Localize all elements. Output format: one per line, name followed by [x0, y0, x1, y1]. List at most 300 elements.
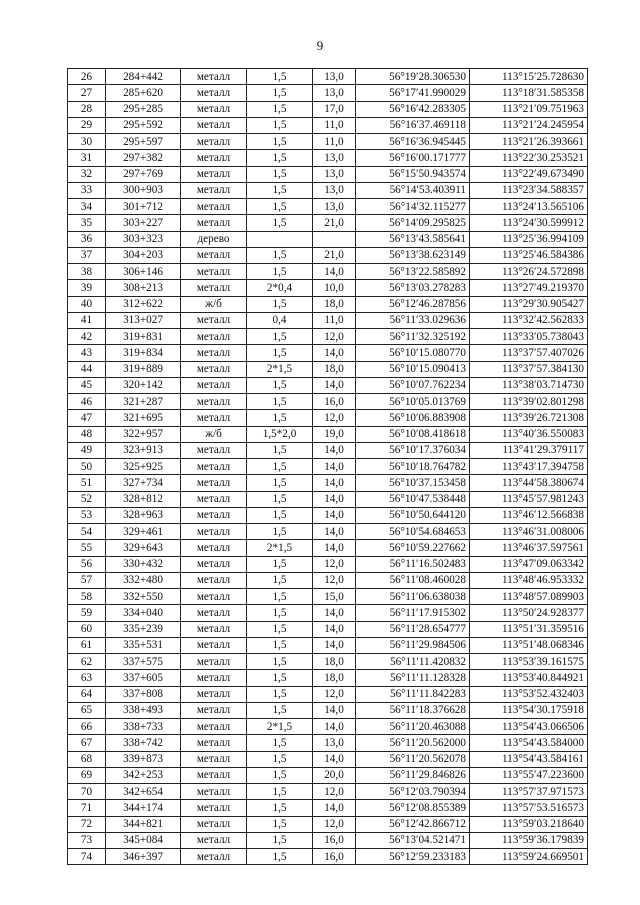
cell-longitude: 113°26′24.572898: [470, 264, 588, 280]
table-row: [68, 69, 588, 85]
cell-length: 14,0: [313, 605, 356, 621]
cell-length: 14,0: [313, 800, 356, 816]
cell-row-number: 37: [68, 247, 106, 263]
cell-latitude: 56°11′17.915302: [356, 605, 470, 621]
cell-longitude: 113°54′43.584161: [470, 751, 588, 767]
cell-material: металл: [181, 491, 247, 507]
cell-diameter: 1,5: [247, 475, 313, 491]
cell-picket: 345+084: [106, 832, 181, 848]
cell-row-number: 42: [68, 329, 106, 345]
cell-longitude: 113°57′53.516573: [470, 800, 588, 816]
cell-material: металл: [181, 572, 247, 588]
table-row: [68, 459, 588, 475]
cell-longitude: 113°44′58.380674: [470, 475, 588, 491]
cell-latitude: 56°10′59.227662: [356, 540, 470, 556]
cell-length: 14,0: [313, 702, 356, 718]
cell-row-number: 52: [68, 491, 106, 507]
table-row: [68, 85, 588, 101]
cell-latitude: 56°10′08.418618: [356, 426, 470, 442]
cell-material: металл: [181, 767, 247, 783]
table-row: [68, 637, 588, 653]
table-row: [68, 654, 588, 670]
cell-material: металл: [181, 702, 247, 718]
cell-diameter: 2*1,5: [247, 719, 313, 735]
cell-longitude: 113°32′42.562833: [470, 312, 588, 328]
cell-picket: 335+531: [106, 637, 181, 653]
cell-diameter: 1,5: [247, 166, 313, 182]
table-row: [68, 800, 588, 816]
table-row: [68, 442, 588, 458]
cell-row-number: 39: [68, 280, 106, 296]
cell-diameter: 1,5: [247, 507, 313, 523]
table-row: [68, 166, 588, 182]
cell-longitude: 113°21′26.393661: [470, 134, 588, 150]
cell-picket: 320+142: [106, 377, 181, 393]
table-row: [68, 735, 588, 751]
cell-row-number: 68: [68, 751, 106, 767]
cell-row-number: 55: [68, 540, 106, 556]
cell-diameter: 0,4: [247, 312, 313, 328]
cell-material: металл: [181, 134, 247, 150]
cell-longitude: 113°22′30.253521: [470, 150, 588, 166]
cell-longitude: 113°46′31.008006: [470, 524, 588, 540]
cell-longitude: 113°39′02.801298: [470, 394, 588, 410]
cell-length: 20,0: [313, 767, 356, 783]
cell-length: 11,0: [313, 117, 356, 133]
table-row: [68, 702, 588, 718]
cell-picket: 297+769: [106, 166, 181, 182]
cell-diameter: 1,5: [247, 735, 313, 751]
cell-latitude: 56°11′29.846826: [356, 767, 470, 783]
cell-longitude: 113°18′31.585358: [470, 85, 588, 101]
cell-picket: 346+397: [106, 849, 181, 865]
cell-material: металл: [181, 166, 247, 182]
cell-picket: 295+285: [106, 101, 181, 117]
cell-material: металл: [181, 637, 247, 653]
cell-material: металл: [181, 442, 247, 458]
cell-row-number: 61: [68, 637, 106, 653]
cell-length: 16,0: [313, 832, 356, 848]
cell-longitude: 113°37′57.407026: [470, 345, 588, 361]
cell-longitude: 113°53′39.161575: [470, 654, 588, 670]
cell-length: 13,0: [313, 150, 356, 166]
cell-diameter: 2*1,5: [247, 540, 313, 556]
cell-length: 12,0: [313, 410, 356, 426]
cell-latitude: 56°10′07.762234: [356, 377, 470, 393]
cell-row-number: 33: [68, 182, 106, 198]
cell-picket: 338+733: [106, 719, 181, 735]
cell-row-number: 45: [68, 377, 106, 393]
cell-longitude: 113°59′03.218640: [470, 816, 588, 832]
cell-latitude: 56°11′20.562078: [356, 751, 470, 767]
cell-picket: 344+174: [106, 800, 181, 816]
table-row: [68, 621, 588, 637]
cell-material: металл: [181, 280, 247, 296]
cell-longitude: 113°40′36.550083: [470, 426, 588, 442]
cell-latitude: 56°11′08.460028: [356, 572, 470, 588]
cell-diameter: 1,5: [247, 832, 313, 848]
cell-row-number: 56: [68, 556, 106, 572]
cell-latitude: 56°10′06.883908: [356, 410, 470, 426]
cell-row-number: 51: [68, 475, 106, 491]
cell-picket: 301+712: [106, 199, 181, 215]
cell-material: металл: [181, 556, 247, 572]
cell-length: 12,0: [313, 816, 356, 832]
cell-material: металл: [181, 117, 247, 133]
cell-row-number: 67: [68, 735, 106, 751]
cell-row-number: 62: [68, 654, 106, 670]
cell-row-number: 64: [68, 686, 106, 702]
cell-material: металл: [181, 735, 247, 751]
cell-picket: 303+227: [106, 215, 181, 231]
table-row: [68, 475, 588, 491]
cell-diameter: 2*0,4: [247, 280, 313, 296]
cell-row-number: 54: [68, 524, 106, 540]
table-body: [68, 69, 588, 865]
cell-length: 14,0: [313, 264, 356, 280]
cell-row-number: 38: [68, 264, 106, 280]
cell-row-number: 53: [68, 507, 106, 523]
cell-row-number: 31: [68, 150, 106, 166]
cell-latitude: 56°11′28.654777: [356, 621, 470, 637]
cell-longitude: 113°22′49.673490: [470, 166, 588, 182]
cell-material: металл: [181, 345, 247, 361]
cell-length: 12,0: [313, 784, 356, 800]
cell-length: 11,0: [313, 312, 356, 328]
cell-material: металл: [181, 101, 247, 117]
table-row: [68, 605, 588, 621]
cell-row-number: 50: [68, 459, 106, 475]
cell-picket: 342+654: [106, 784, 181, 800]
cell-picket: 285+620: [106, 85, 181, 101]
cell-material: металл: [181, 654, 247, 670]
cell-length: 21,0: [313, 247, 356, 263]
cell-row-number: 58: [68, 589, 106, 605]
cell-picket: 322+957: [106, 426, 181, 442]
cell-picket: 321+287: [106, 394, 181, 410]
table-row: [68, 215, 588, 231]
table-row: [68, 751, 588, 767]
cell-diameter: 1,5: [247, 605, 313, 621]
cell-diameter: 1,5: [247, 702, 313, 718]
cell-length: 12,0: [313, 572, 356, 588]
cell-longitude: 113°47′09.063342: [470, 556, 588, 572]
cell-row-number: 71: [68, 800, 106, 816]
cell-material: металл: [181, 719, 247, 735]
cell-length: 14,0: [313, 621, 356, 637]
cell-picket: 303+323: [106, 231, 181, 247]
cell-longitude: 113°41′29.379117: [470, 442, 588, 458]
cell-material: металл: [181, 686, 247, 702]
cell-material: металл: [181, 329, 247, 345]
table-row: [68, 361, 588, 377]
cell-picket: 297+382: [106, 150, 181, 166]
cell-diameter: 1,5: [247, 377, 313, 393]
cell-length: 12,0: [313, 329, 356, 345]
cell-row-number: 43: [68, 345, 106, 361]
cell-length: 14,0: [313, 459, 356, 475]
table-row: [68, 572, 588, 588]
cell-picket: 325+925: [106, 459, 181, 475]
cell-latitude: 56°16′37.469118: [356, 117, 470, 133]
cell-longitude: 113°53′40.844921: [470, 670, 588, 686]
cell-longitude: 113°45′57.981243: [470, 491, 588, 507]
table-row: [68, 816, 588, 832]
cell-material: металл: [181, 507, 247, 523]
cell-length: 18,0: [313, 670, 356, 686]
cell-length: 16,0: [313, 849, 356, 865]
cell-row-number: 30: [68, 134, 106, 150]
cell-diameter: 1,5: [247, 751, 313, 767]
cell-material: металл: [181, 800, 247, 816]
table-row: [68, 280, 588, 296]
cell-material: металл: [181, 215, 247, 231]
cell-diameter: 1,5: [247, 589, 313, 605]
cell-row-number: 49: [68, 442, 106, 458]
table-row: [68, 849, 588, 865]
cell-latitude: 56°11′11.128328: [356, 670, 470, 686]
cell-diameter: 1,5: [247, 134, 313, 150]
table-row: [68, 296, 588, 312]
table-row: [68, 264, 588, 280]
cell-longitude: 113°59′36.179839: [470, 832, 588, 848]
cell-material: металл: [181, 589, 247, 605]
cell-row-number: 28: [68, 101, 106, 117]
cell-length: 14,0: [313, 491, 356, 507]
table-row: [68, 199, 588, 215]
cell-row-number: 60: [68, 621, 106, 637]
cell-picket: 312+622: [106, 296, 181, 312]
cell-picket: 300+903: [106, 182, 181, 198]
cell-longitude: 113°59′24.669501: [470, 849, 588, 865]
cell-latitude: 56°12′42.866712: [356, 816, 470, 832]
cell-diameter: 1,5: [247, 816, 313, 832]
table-row: [68, 329, 588, 345]
cell-diameter: 1,5: [247, 296, 313, 312]
cell-longitude: 113°46′37.597561: [470, 540, 588, 556]
cell-length: 18,0: [313, 296, 356, 312]
cell-material: металл: [181, 832, 247, 848]
cell-diameter: 1,5: [247, 215, 313, 231]
cell-row-number: 44: [68, 361, 106, 377]
table-row: [68, 101, 588, 117]
cell-latitude: 56°14′32.115277: [356, 199, 470, 215]
cell-longitude: 113°50′24.928377: [470, 605, 588, 621]
cell-length: 14,0: [313, 345, 356, 361]
table-row: [68, 150, 588, 166]
cell-longitude: 113°48′57.089903: [470, 589, 588, 605]
cell-latitude: 56°10′50.644120: [356, 507, 470, 523]
table-row: [68, 491, 588, 507]
cell-material: металл: [181, 361, 247, 377]
cell-latitude: 56°10′15.080770: [356, 345, 470, 361]
cell-picket: 329+461: [106, 524, 181, 540]
cell-longitude: 113°37′57.384130: [470, 361, 588, 377]
cell-diameter: 1,5: [247, 182, 313, 198]
cell-picket: 321+695: [106, 410, 181, 426]
table-row: [68, 589, 588, 605]
cell-longitude: 113°21′09.751963: [470, 101, 588, 117]
cell-material: металл: [181, 605, 247, 621]
cell-latitude: 56°10′05.013769: [356, 394, 470, 410]
table-row: [68, 182, 588, 198]
cell-diameter: 1,5: [247, 621, 313, 637]
cell-longitude: 113°27′49.219370: [470, 280, 588, 296]
page-number: 9: [316, 38, 324, 53]
cell-row-number: 74: [68, 849, 106, 865]
cell-picket: 295+597: [106, 134, 181, 150]
table-row: [68, 767, 588, 783]
cell-picket: 319+889: [106, 361, 181, 377]
cell-latitude: 56°11′11.842283: [356, 686, 470, 702]
cell-row-number: 63: [68, 670, 106, 686]
cell-longitude: 113°29′30.905427: [470, 296, 588, 312]
cell-latitude: 56°10′17.376034: [356, 442, 470, 458]
cell-latitude: 56°12′59.233183: [356, 849, 470, 865]
cell-material: металл: [181, 312, 247, 328]
culverts-table: [67, 68, 588, 865]
cell-longitude: 113°57′37.971573: [470, 784, 588, 800]
cell-picket: 328+963: [106, 507, 181, 523]
cell-longitude: 113°21′24.245954: [470, 117, 588, 133]
cell-length: 12,0: [313, 556, 356, 572]
cell-diameter: 1,5: [247, 459, 313, 475]
cell-row-number: 41: [68, 312, 106, 328]
table-row: [68, 556, 588, 572]
cell-length: 13,0: [313, 182, 356, 198]
cell-length: 14,0: [313, 442, 356, 458]
cell-latitude: 56°16′00.171777: [356, 150, 470, 166]
cell-latitude: 56°10′37.153458: [356, 475, 470, 491]
cell-latitude: 56°11′16.502483: [356, 556, 470, 572]
cell-longitude: 113°51′31.359516: [470, 621, 588, 637]
cell-picket: 284+442: [106, 69, 181, 85]
cell-diameter: 1,5: [247, 767, 313, 783]
table-row: [68, 426, 588, 442]
cell-picket: 323+913: [106, 442, 181, 458]
cell-picket: 319+831: [106, 329, 181, 345]
cell-picket: 338+493: [106, 702, 181, 718]
table-row: [68, 377, 588, 393]
cell-length: 18,0: [313, 361, 356, 377]
cell-material: металл: [181, 150, 247, 166]
cell-picket: 329+643: [106, 540, 181, 556]
table-row: [68, 134, 588, 150]
cell-picket: 330+432: [106, 556, 181, 572]
cell-latitude: 56°11′11.420832: [356, 654, 470, 670]
cell-diameter: 2*1,5: [247, 361, 313, 377]
cell-material: металл: [181, 621, 247, 637]
cell-material: металл: [181, 751, 247, 767]
cell-length: 14,0: [313, 507, 356, 523]
cell-length: 14,0: [313, 637, 356, 653]
cell-latitude: 56°19′28.306530: [356, 69, 470, 85]
cell-material: ж/б: [181, 426, 247, 442]
cell-length: 13,0: [313, 69, 356, 85]
cell-diameter: 1,5: [247, 491, 313, 507]
cell-diameter: 1,5: [247, 117, 313, 133]
cell-picket: 308+213: [106, 280, 181, 296]
cell-picket: 319+834: [106, 345, 181, 361]
cell-longitude: 113°55′47.223600: [470, 767, 588, 783]
table-row: [68, 231, 588, 247]
cell-diameter: 1,5: [247, 85, 313, 101]
cell-length: 13,0: [313, 199, 356, 215]
cell-longitude: 113°48′46.953332: [470, 572, 588, 588]
table-row: [68, 784, 588, 800]
cell-longitude: 113°39′26.721308: [470, 410, 588, 426]
cell-length: 14,0: [313, 377, 356, 393]
cell-diameter: 1,5: [247, 199, 313, 215]
cell-longitude: 113°54′43.066506: [470, 719, 588, 735]
cell-longitude: 113°24′30.599912: [470, 215, 588, 231]
cell-latitude: 56°11′29.984506: [356, 637, 470, 653]
table-row: [68, 117, 588, 133]
cell-material: металл: [181, 394, 247, 410]
cell-length: 14,0: [313, 524, 356, 540]
cell-longitude: 113°46′12.566838: [470, 507, 588, 523]
table-row: [68, 670, 588, 686]
cell-longitude: 113°25′46.584386: [470, 247, 588, 263]
cell-row-number: 69: [68, 767, 106, 783]
cell-latitude: 56°12′08.855389: [356, 800, 470, 816]
cell-material: металл: [181, 69, 247, 85]
cell-length: 13,0: [313, 735, 356, 751]
cell-length: 17,0: [313, 101, 356, 117]
cell-row-number: 48: [68, 426, 106, 442]
cell-latitude: 56°17′41.990029: [356, 85, 470, 101]
cell-material: дерево: [181, 231, 247, 247]
cell-latitude: 56°10′18.764782: [356, 459, 470, 475]
cell-picket: 338+742: [106, 735, 181, 751]
cell-picket: 304+203: [106, 247, 181, 263]
cell-picket: 313+027: [106, 312, 181, 328]
cell-material: металл: [181, 182, 247, 198]
cell-length: 14,0: [313, 751, 356, 767]
cell-length: 13,0: [313, 166, 356, 182]
cell-length: 19,0: [313, 426, 356, 442]
cell-row-number: 72: [68, 816, 106, 832]
cell-diameter: 1,5: [247, 329, 313, 345]
cell-diameter: 1,5: [247, 572, 313, 588]
cell-row-number: 36: [68, 231, 106, 247]
cell-material: металл: [181, 784, 247, 800]
cell-picket: 328+812: [106, 491, 181, 507]
cell-length: 13,0: [313, 85, 356, 101]
cell-row-number: 40: [68, 296, 106, 312]
cell-diameter: 1,5: [247, 686, 313, 702]
cell-length: 16,0: [313, 394, 356, 410]
cell-length: 14,0: [313, 540, 356, 556]
cell-picket: 344+821: [106, 816, 181, 832]
cell-latitude: 56°13′04.521471: [356, 832, 470, 848]
cell-longitude: 113°24′13.565106: [470, 199, 588, 215]
cell-latitude: 56°11′32.325192: [356, 329, 470, 345]
cell-row-number: 66: [68, 719, 106, 735]
cell-diameter: 1,5: [247, 410, 313, 426]
cell-longitude: 113°51′48.068346: [470, 637, 588, 653]
table-row: [68, 394, 588, 410]
cell-longitude: 113°25′36.994109: [470, 231, 588, 247]
cell-diameter: 1,5: [247, 345, 313, 361]
cell-material: металл: [181, 377, 247, 393]
cell-longitude: 113°33′05.738043: [470, 329, 588, 345]
table-row: [68, 345, 588, 361]
cell-length: 18,0: [313, 654, 356, 670]
cell-diameter: 1,5: [247, 637, 313, 653]
cell-material: металл: [181, 199, 247, 215]
cell-picket: 337+605: [106, 670, 181, 686]
